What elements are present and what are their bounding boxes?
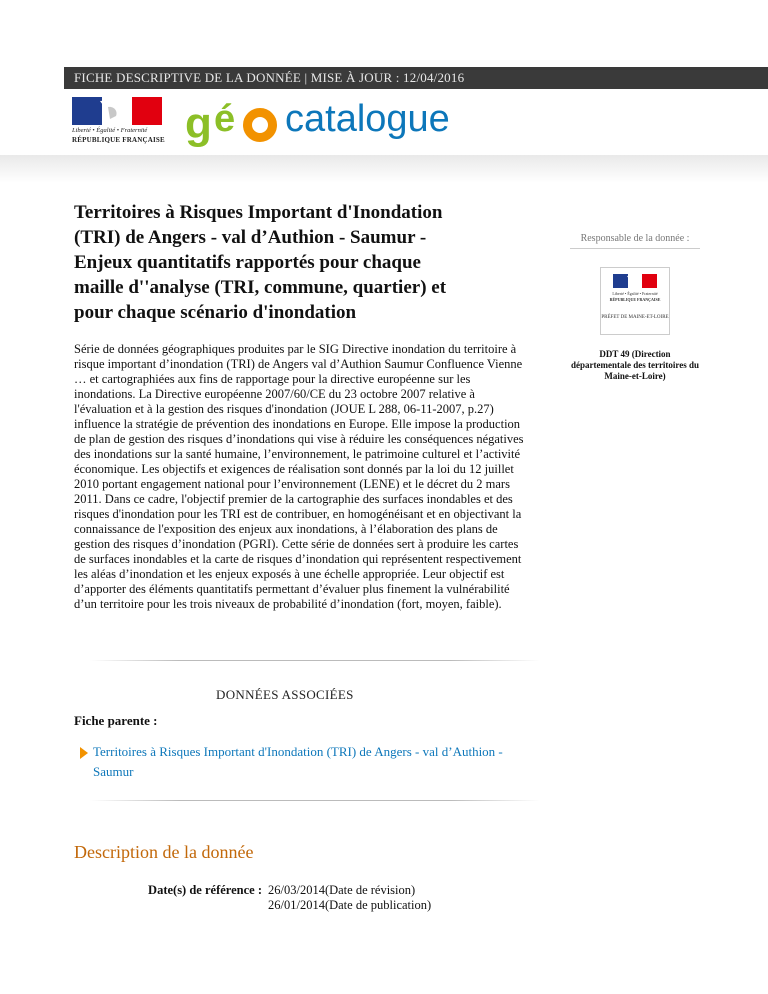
section-divider xyxy=(90,800,540,801)
prefecture-logo-republique: RÉPUBLIQUE FRANÇAISE xyxy=(609,297,661,302)
logo-motto: Liberté • Égalité • Fraternité xyxy=(72,127,148,134)
header-bar xyxy=(64,67,768,89)
data-description-heading: Description de la donnée xyxy=(74,842,254,862)
parent-record-item xyxy=(80,742,510,782)
responsible-label: Responsable de la donnée : xyxy=(570,233,700,249)
geo-letter-g: g xyxy=(185,99,212,148)
marianne-flag-icon xyxy=(613,274,657,288)
header-shadow-divider xyxy=(0,155,768,183)
prefecture-logo xyxy=(600,267,670,335)
orange-arrow-icon xyxy=(80,747,88,759)
prefecture-logo-prefet: PRÉFET DE MAINE-ET-LOIRE xyxy=(601,315,669,320)
responsible-party-panel xyxy=(570,233,700,381)
reference-dates-label: Date(s) de référence : xyxy=(148,883,262,897)
prefecture-logo-motto: Liberté • Égalité • Fraternité xyxy=(612,291,658,296)
section-divider xyxy=(90,660,540,661)
parent-record-link[interactable]: Territoires à Risques Important d'Inondation (TRI) de Angers - val d’Authion - Saumur xyxy=(93,744,503,779)
data-abstract: Série de données géographiques produites par le SIG Directive inondation du territoire à risque important d’inondation (TRI) de Angers val d’Authion Saumur Confluence Vienne … et cartographiées aux fins de rapportage pour la directive européenne sur les inondations. La Directive européenne 2007/60/CE du 23 octobre 2007 relative à l'évaluation et à la gestion des risques d'inondation (JOUE L 288, 06-11-2007, p.27) influence la stratégie de prévention des inondations en Europe. Elle impose la production de plan de gestion des risques d’inondations qui vise à réduire les conséquences négatives des inondations sur la santé humaine, l’environnement, le patrimoine culturel et l’activité économique. Les objectifs et exigences de réalisation sont donnés par la loi du 12 juillet 2010 portant engagement national pour l’environnement (LENE) et le décret du 2 mars 2011. Dans ce cadre, l'objectif premier de la cartographie des surfaces inondables et des risques d'inondation pour les TRI est de contribuer, en homogénéisant et en objectivant la connaissance de l'exposition des enjeux aux inondations, à l’élaboration des plans de gestion des risques d’inondation (PGRI). Cette série de données sert à produire les cartes de surfaces inondables et la carte de risques d’inondation qui représentent respectivement les aléas d’inondation et les enjeux exposés à une échelle appropriée. Leur objectif est d’apporter des éléments quantitatifs permettant d’évaluer plus finement la vulnérabilité d’un territoire pour les trois niveaux de probabilité d’inondation (fort, moyen, faible). xyxy=(74,342,524,611)
geo-orange-circle-icon xyxy=(243,108,277,142)
reference-date-revision: 26/03/2014(Date de révision) xyxy=(268,883,416,897)
geo-letter-e: é xyxy=(214,98,236,140)
parent-record-label: Fiche parente : xyxy=(74,713,158,728)
responsible-organisation: DDT 49 (Direction départementale des territoires du Maine-et-Loire) xyxy=(570,349,700,381)
geocatalogue-logo[interactable] xyxy=(185,96,525,146)
reference-date-publication: 26/01/2014(Date de publication) xyxy=(268,898,432,912)
page-title: Territoires à Risques Important d'Inondation (TRI) de Angers - val d’Authion - Saumur - Enjeux quantitatifs rapportés pour chaque maille d''analyse (TRI, commune, quartier) et pour chaque scénario d'inondation xyxy=(74,202,447,323)
header-bar-text: FICHE DESCRIPTIVE DE LA DONNÉE | MISE À JOUR : 12/04/2016 xyxy=(74,70,465,85)
republique-francaise-logo xyxy=(72,97,165,147)
geo-catalogue-word: catalogue xyxy=(285,98,450,140)
associated-data-heading: DONNÉES ASSOCIÉES xyxy=(216,687,354,702)
logo-republique: RÉPUBLIQUE FRANÇAISE xyxy=(72,136,165,144)
marianne-flag-icon xyxy=(72,97,162,125)
reference-dates-values xyxy=(268,883,668,913)
